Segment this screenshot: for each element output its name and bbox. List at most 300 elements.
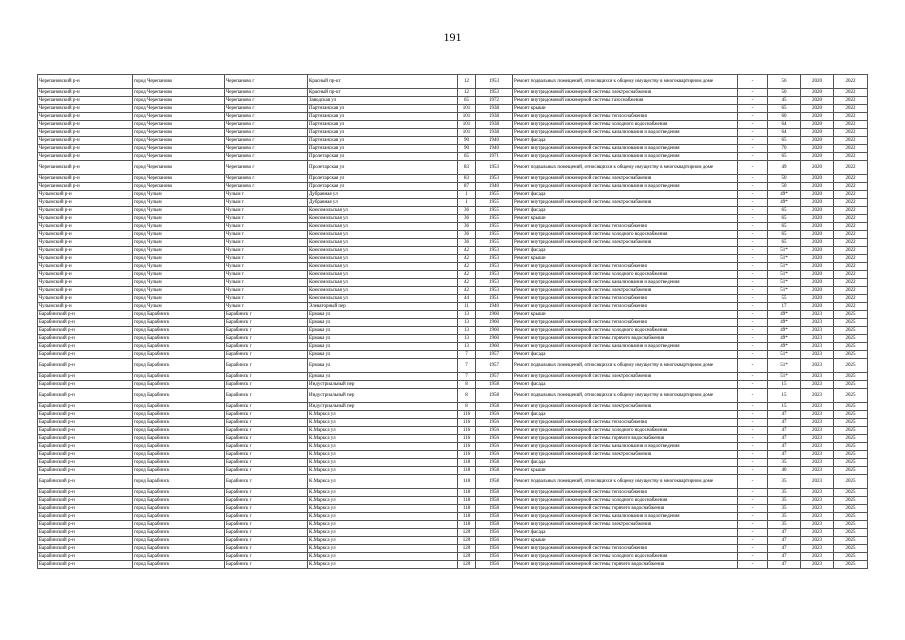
- table-row: [38, 359, 868, 373]
- work-type-cell: Ремонт фасада: [513, 381, 738, 389]
- cost-cell: -: [738, 561, 768, 569]
- house-number-cell: 36: [458, 223, 476, 231]
- table-row: [38, 271, 868, 279]
- repair-schedule-table-wrapper: [37, 74, 867, 569]
- build-year-cell: 1960: [476, 343, 513, 351]
- end-year-cell: 2022: [834, 239, 868, 247]
- build-year-cell: 1956: [476, 545, 513, 553]
- house-number-cell: 90: [458, 137, 476, 145]
- start-year-cell: 2020: [801, 89, 834, 97]
- table-row: [38, 105, 868, 113]
- street-cell: Ермака ул: [308, 373, 458, 381]
- municipality-cell: город Чулым: [133, 271, 225, 279]
- table-row: [38, 327, 868, 335]
- settlement-cell: Барабинск г: [225, 459, 308, 467]
- district-cell: Черепановский р-н: [38, 183, 133, 191]
- end-year-cell: 2025: [834, 497, 868, 505]
- percent-cell: 65: [768, 231, 801, 239]
- settlement-cell: Барабинск г: [225, 537, 308, 545]
- work-type-cell: Ремонт внутридомовой инженерной системы электроснабжения: [513, 451, 738, 459]
- percent-cell: 35: [768, 489, 801, 497]
- percent-cell: 49*: [768, 343, 801, 351]
- end-year-cell: 2022: [834, 207, 868, 215]
- work-type-cell: Ремонт внутридомовой инженерной системы теплоснабжения: [513, 545, 738, 553]
- build-year-cell: 1956: [476, 443, 513, 451]
- end-year-cell: 2022: [834, 137, 868, 145]
- settlement-cell: Черепаново г: [225, 89, 308, 97]
- end-year-cell: 2025: [834, 443, 868, 451]
- municipality-cell: город Черепаново: [133, 153, 225, 161]
- start-year-cell: 2023: [801, 505, 834, 513]
- work-type-cell: Ремонт внутридомовой инженерной системы холодного водоснабжения: [513, 497, 738, 505]
- end-year-cell: 2022: [834, 247, 868, 255]
- table-row: [38, 343, 868, 351]
- work-type-cell: Ремонт внутридомовой инженерной системы канализования и водоотведения: [513, 443, 738, 451]
- street-cell: К.Маркса ул: [308, 443, 458, 451]
- table-row: [38, 467, 868, 475]
- build-year-cell: 1938: [476, 121, 513, 129]
- house-number-cell: 7: [458, 359, 476, 373]
- build-year-cell: 1940: [476, 303, 513, 311]
- district-cell: Чулымский р-н: [38, 191, 133, 199]
- settlement-cell: Чулым г: [225, 215, 308, 223]
- work-type-cell: Ремонт фасада: [513, 191, 738, 199]
- street-cell: Ермака ул: [308, 351, 458, 359]
- municipality-cell: город Барабинск: [133, 505, 225, 513]
- cost-cell: -: [738, 319, 768, 327]
- start-year-cell: 2023: [801, 389, 834, 403]
- build-year-cell: 1960: [476, 327, 513, 335]
- percent-cell: 55: [768, 295, 801, 303]
- table-row: [38, 199, 868, 207]
- district-cell: Барабинский р-н: [38, 467, 133, 475]
- build-year-cell: 1958: [476, 489, 513, 497]
- table-row: [38, 287, 868, 295]
- cost-cell: -: [738, 183, 768, 191]
- table-row: [38, 513, 868, 521]
- cost-cell: -: [738, 239, 768, 247]
- settlement-cell: Чулым г: [225, 239, 308, 247]
- table-row: [38, 435, 868, 443]
- work-type-cell: Ремонт внутридомовой инженерной системы электроснабжения: [513, 403, 738, 411]
- percent-cell: 15: [768, 381, 801, 389]
- start-year-cell: 2023: [801, 319, 834, 327]
- house-number-cell: 118: [458, 475, 476, 489]
- build-year-cell: 1958: [476, 521, 513, 529]
- district-cell: Черепановский р-н: [38, 105, 133, 113]
- district-cell: Чулымский р-н: [38, 279, 133, 287]
- municipality-cell: город Чулым: [133, 223, 225, 231]
- street-cell: К.Маркса ул: [308, 435, 458, 443]
- page-number: 191: [443, 30, 462, 44]
- work-type-cell: Ремонт внутридомовой инженерной системы теплоснабжения: [513, 303, 738, 311]
- street-cell: Партизанская ул: [308, 113, 458, 121]
- percent-cell: 51*: [768, 287, 801, 295]
- cost-cell: -: [738, 475, 768, 489]
- build-year-cell: 1956: [476, 537, 513, 545]
- percent-cell: 50: [768, 175, 801, 183]
- table-row: [38, 295, 868, 303]
- street-cell: К.Маркса ул: [308, 553, 458, 561]
- house-number-cell: 42: [458, 287, 476, 295]
- start-year-cell: 2023: [801, 343, 834, 351]
- percent-cell: 64: [768, 129, 801, 137]
- municipality-cell: город Барабинск: [133, 411, 225, 419]
- table-body: [38, 75, 868, 569]
- house-number-cell: 118: [458, 489, 476, 497]
- street-cell: К.Маркса ул: [308, 459, 458, 467]
- build-year-cell: 1958: [476, 403, 513, 411]
- work-type-cell: Ремонт внутридомовой инженерной системы электроснабжения: [513, 373, 738, 381]
- build-year-cell: 1956: [476, 419, 513, 427]
- settlement-cell: Чулым г: [225, 223, 308, 231]
- table-row: [38, 89, 868, 97]
- house-number-cell: 42: [458, 271, 476, 279]
- cost-cell: -: [738, 191, 768, 199]
- district-cell: Барабинский р-н: [38, 443, 133, 451]
- end-year-cell: 2025: [834, 381, 868, 389]
- municipality-cell: город Барабинск: [133, 419, 225, 427]
- cost-cell: -: [738, 231, 768, 239]
- municipality-cell: город Барабинск: [133, 521, 225, 529]
- end-year-cell: 2025: [834, 505, 868, 513]
- start-year-cell: 2023: [801, 373, 834, 381]
- municipality-cell: город Черепаново: [133, 175, 225, 183]
- build-year-cell: 1957: [476, 373, 513, 381]
- district-cell: Барабинский р-н: [38, 427, 133, 435]
- build-year-cell: 1958: [476, 475, 513, 489]
- municipality-cell: город Чулым: [133, 207, 225, 215]
- cost-cell: -: [738, 207, 768, 215]
- table-row: [38, 207, 868, 215]
- district-cell: Барабинский р-н: [38, 505, 133, 513]
- district-cell: Черепановский р-н: [38, 137, 133, 145]
- table-row: [38, 161, 868, 175]
- municipality-cell: город Барабинск: [133, 381, 225, 389]
- end-year-cell: 2022: [834, 175, 868, 183]
- municipality-cell: город Барабинск: [133, 497, 225, 505]
- district-cell: Черепановский р-н: [38, 97, 133, 105]
- settlement-cell: Чулым г: [225, 303, 308, 311]
- work-type-cell: Ремонт внутридомовой инженерной системы холодного водоснабжения: [513, 121, 738, 129]
- district-cell: Барабинский р-н: [38, 435, 133, 443]
- settlement-cell: Барабинск г: [225, 443, 308, 451]
- municipality-cell: город Чулым: [133, 215, 225, 223]
- house-number-cell: 116: [458, 451, 476, 459]
- percent-cell: 47: [768, 435, 801, 443]
- table-row: [38, 521, 868, 529]
- percent-cell: 47: [768, 451, 801, 459]
- table-row: [38, 553, 868, 561]
- house-number-cell: 118: [458, 513, 476, 521]
- municipality-cell: город Чулым: [133, 191, 225, 199]
- cost-cell: -: [738, 153, 768, 161]
- municipality-cell: город Барабинск: [133, 489, 225, 497]
- cost-cell: -: [738, 537, 768, 545]
- start-year-cell: 2020: [801, 161, 834, 175]
- house-number-cell: 120: [458, 553, 476, 561]
- district-cell: Черепановский р-н: [38, 75, 133, 89]
- cost-cell: -: [738, 335, 768, 343]
- municipality-cell: город Барабинск: [133, 403, 225, 411]
- end-year-cell: 2025: [834, 327, 868, 335]
- settlement-cell: Барабинск г: [225, 553, 308, 561]
- street-cell: Комсомольская ул: [308, 271, 458, 279]
- start-year-cell: 2023: [801, 545, 834, 553]
- work-type-cell: Ремонт внутридомовой инженерной системы электроснабжения: [513, 175, 738, 183]
- street-cell: Комсомольская ул: [308, 215, 458, 223]
- table-row: [38, 183, 868, 191]
- percent-cell: 35: [768, 497, 801, 505]
- house-number-cell: 36: [458, 207, 476, 215]
- municipality-cell: город Черепаново: [133, 113, 225, 121]
- district-cell: Барабинский р-н: [38, 389, 133, 403]
- percent-cell: 65: [768, 137, 801, 145]
- build-year-cell: 1955: [476, 231, 513, 239]
- percent-cell: 65: [768, 239, 801, 247]
- house-number-cell: 13: [458, 327, 476, 335]
- end-year-cell: 2025: [834, 513, 868, 521]
- work-type-cell: Ремонт внутридомовой инженерной системы теплоснабжения: [513, 295, 738, 303]
- table-row: [38, 137, 868, 145]
- street-cell: К.Маркса ул: [308, 537, 458, 545]
- house-number-cell: 12: [458, 75, 476, 89]
- street-cell: Дубравная ул: [308, 199, 458, 207]
- district-cell: Чулымский р-н: [38, 223, 133, 231]
- start-year-cell: 2023: [801, 427, 834, 435]
- build-year-cell: 1958: [476, 505, 513, 513]
- work-type-cell: Ремонт фасада: [513, 351, 738, 359]
- street-cell: К.Маркса ул: [308, 561, 458, 569]
- percent-cell: 47: [768, 427, 801, 435]
- start-year-cell: 2020: [801, 247, 834, 255]
- cost-cell: -: [738, 497, 768, 505]
- percent-cell: 47: [768, 529, 801, 537]
- settlement-cell: Чулым г: [225, 279, 308, 287]
- end-year-cell: 2025: [834, 411, 868, 419]
- table-row: [38, 145, 868, 153]
- end-year-cell: 2022: [834, 191, 868, 199]
- district-cell: Чулымский р-н: [38, 271, 133, 279]
- start-year-cell: 2020: [801, 215, 834, 223]
- start-year-cell: 2023: [801, 403, 834, 411]
- build-year-cell: 1971: [476, 153, 513, 161]
- settlement-cell: Чулым г: [225, 231, 308, 239]
- municipality-cell: город Барабинск: [133, 561, 225, 569]
- build-year-cell: 1956: [476, 553, 513, 561]
- work-type-cell: Ремонт фасада: [513, 137, 738, 145]
- cost-cell: -: [738, 199, 768, 207]
- percent-cell: 65: [768, 215, 801, 223]
- percent-cell: 35: [768, 475, 801, 489]
- street-cell: Комсомольская ул: [308, 239, 458, 247]
- end-year-cell: 2022: [834, 97, 868, 105]
- cost-cell: -: [738, 215, 768, 223]
- house-number-cell: 120: [458, 529, 476, 537]
- work-type-cell: Ремонт внутридомовой инженерной системы горячего водоснабжения: [513, 561, 738, 569]
- build-year-cell: 1953: [476, 255, 513, 263]
- house-number-cell: 8: [458, 403, 476, 411]
- cost-cell: -: [738, 513, 768, 521]
- table-row: [38, 231, 868, 239]
- start-year-cell: 2020: [801, 75, 834, 89]
- build-year-cell: 1938: [476, 129, 513, 137]
- end-year-cell: 2025: [834, 311, 868, 319]
- settlement-cell: Черепаново г: [225, 161, 308, 175]
- cost-cell: -: [738, 381, 768, 389]
- cost-cell: -: [738, 327, 768, 335]
- house-number-cell: 83: [458, 161, 476, 175]
- cost-cell: -: [738, 75, 768, 89]
- end-year-cell: 2022: [834, 199, 868, 207]
- build-year-cell: 1960: [476, 311, 513, 319]
- table-row: [38, 279, 868, 287]
- house-number-cell: 1: [458, 191, 476, 199]
- settlement-cell: Барабинск г: [225, 319, 308, 327]
- municipality-cell: город Барабинск: [133, 553, 225, 561]
- work-type-cell: Ремонт внутридомовой инженерной системы горячего водоснабжения: [513, 335, 738, 343]
- settlement-cell: Барабинск г: [225, 389, 308, 403]
- work-type-cell: Ремонт внутридомовой инженерной системы теплоснабжения: [513, 319, 738, 327]
- start-year-cell: 2020: [801, 191, 834, 199]
- end-year-cell: 2025: [834, 319, 868, 327]
- start-year-cell: 2020: [801, 129, 834, 137]
- table-row: [38, 561, 868, 569]
- table-row: [38, 113, 868, 121]
- percent-cell: 50: [768, 89, 801, 97]
- municipality-cell: город Черепаново: [133, 129, 225, 137]
- work-type-cell: Ремонт фасада: [513, 459, 738, 467]
- table-row: [38, 303, 868, 311]
- settlement-cell: Барабинск г: [225, 451, 308, 459]
- work-type-cell: Ремонт внутридомовой инженерной системы канализования и водоотведения: [513, 513, 738, 521]
- build-year-cell: 1955: [476, 191, 513, 199]
- work-type-cell: Ремонт крыши: [513, 105, 738, 113]
- municipality-cell: город Барабинск: [133, 475, 225, 489]
- street-cell: К.Маркса ул: [308, 427, 458, 435]
- district-cell: Барабинский р-н: [38, 545, 133, 553]
- cost-cell: -: [738, 121, 768, 129]
- municipality-cell: город Черепаново: [133, 161, 225, 175]
- settlement-cell: Черепаново г: [225, 129, 308, 137]
- work-type-cell: Ремонт внутридомовой инженерной системы горячего водоснабжения: [513, 435, 738, 443]
- district-cell: Барабинский р-н: [38, 343, 133, 351]
- end-year-cell: 2022: [834, 145, 868, 153]
- street-cell: К.Маркса ул: [308, 505, 458, 513]
- cost-cell: -: [738, 175, 768, 183]
- start-year-cell: 2023: [801, 351, 834, 359]
- end-year-cell: 2022: [834, 263, 868, 271]
- settlement-cell: Чулым г: [225, 287, 308, 295]
- end-year-cell: 2025: [834, 351, 868, 359]
- house-number-cell: 83: [458, 175, 476, 183]
- cost-cell: -: [738, 411, 768, 419]
- table-row: [38, 153, 868, 161]
- start-year-cell: 2020: [801, 137, 834, 145]
- street-cell: Красный пр-кт: [308, 75, 458, 89]
- settlement-cell: Черепаново г: [225, 137, 308, 145]
- street-cell: К.Маркса ул: [308, 529, 458, 537]
- municipality-cell: город Барабинск: [133, 335, 225, 343]
- settlement-cell: Барабинск г: [225, 351, 308, 359]
- settlement-cell: Барабинск г: [225, 545, 308, 553]
- house-number-cell: 120: [458, 545, 476, 553]
- house-number-cell: 116: [458, 435, 476, 443]
- build-year-cell: 1938: [476, 105, 513, 113]
- district-cell: Черепановский р-н: [38, 129, 133, 137]
- district-cell: Барабинский р-н: [38, 459, 133, 467]
- house-number-cell: 116: [458, 411, 476, 419]
- district-cell: Барабинский р-н: [38, 521, 133, 529]
- street-cell: Комсомольская ул: [308, 231, 458, 239]
- municipality-cell: город Барабинск: [133, 537, 225, 545]
- cost-cell: -: [738, 427, 768, 435]
- end-year-cell: 2022: [834, 255, 868, 263]
- percent-cell: 65: [768, 105, 801, 113]
- settlement-cell: Барабинск г: [225, 419, 308, 427]
- end-year-cell: 2025: [834, 419, 868, 427]
- end-year-cell: 2025: [834, 459, 868, 467]
- percent-cell: 17: [768, 303, 801, 311]
- street-cell: К.Маркса ул: [308, 521, 458, 529]
- municipality-cell: город Черепаново: [133, 89, 225, 97]
- build-year-cell: 1953: [476, 279, 513, 287]
- percent-cell: 51*: [768, 359, 801, 373]
- house-number-cell: 118: [458, 459, 476, 467]
- work-type-cell: Ремонт фасада: [513, 247, 738, 255]
- table-row: [38, 529, 868, 537]
- end-year-cell: 2025: [834, 529, 868, 537]
- house-number-cell: 42: [458, 247, 476, 255]
- end-year-cell: 2022: [834, 295, 868, 303]
- percent-cell: 49*: [768, 191, 801, 199]
- municipality-cell: город Барабинск: [133, 443, 225, 451]
- end-year-cell: 2022: [834, 303, 868, 311]
- start-year-cell: 2020: [801, 279, 834, 287]
- district-cell: Барабинский р-н: [38, 327, 133, 335]
- district-cell: Барабинский р-н: [38, 381, 133, 389]
- work-type-cell: Ремонт внутридомовой инженерной системы электроснабжения: [513, 239, 738, 247]
- district-cell: Барабинский р-н: [38, 537, 133, 545]
- table-row: [38, 459, 868, 467]
- build-year-cell: 1956: [476, 435, 513, 443]
- house-number-cell: 13: [458, 343, 476, 351]
- district-cell: Чулымский р-н: [38, 303, 133, 311]
- build-year-cell: 1955: [476, 223, 513, 231]
- municipality-cell: город Чулым: [133, 255, 225, 263]
- end-year-cell: 2022: [834, 161, 868, 175]
- build-year-cell: 1940: [476, 183, 513, 191]
- house-number-cell: 116: [458, 427, 476, 435]
- settlement-cell: Барабинск г: [225, 403, 308, 411]
- settlement-cell: Черепаново г: [225, 121, 308, 129]
- street-cell: Партизанская ул: [308, 121, 458, 129]
- start-year-cell: 2023: [801, 411, 834, 419]
- table-row: [38, 373, 868, 381]
- end-year-cell: 2025: [834, 451, 868, 459]
- build-year-cell: 1951: [476, 295, 513, 303]
- municipality-cell: город Барабинск: [133, 467, 225, 475]
- street-cell: Индустриальный пер: [308, 389, 458, 403]
- build-year-cell: 1958: [476, 513, 513, 521]
- percent-cell: 47: [768, 411, 801, 419]
- build-year-cell: 1958: [476, 459, 513, 467]
- end-year-cell: 2025: [834, 335, 868, 343]
- cost-cell: -: [738, 505, 768, 513]
- house-number-cell: 12: [458, 89, 476, 97]
- district-cell: Барабинский р-н: [38, 529, 133, 537]
- percent-cell: 40: [768, 467, 801, 475]
